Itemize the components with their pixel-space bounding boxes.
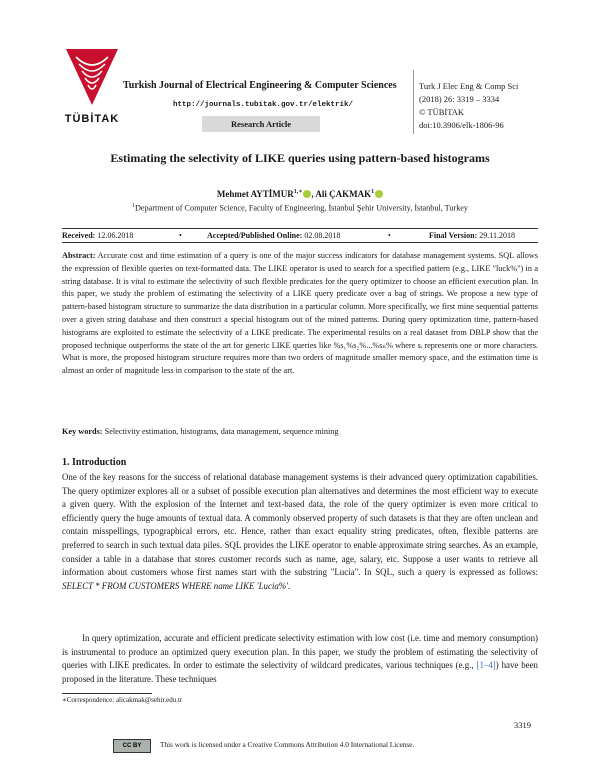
tubitak-emblem-icon (62, 43, 122, 111)
paragraph-text: ) have been proposed in the literature. These techniques (62, 660, 538, 684)
correspondence-email[interactable]: alicakmak@sehir.edu.tr (115, 696, 183, 704)
journal-url[interactable]: http://journals.tubitak.gov.tr/elektrik/ (173, 101, 354, 109)
dates-bottom-rule (62, 242, 538, 243)
paragraph (62, 471, 538, 593)
orcid-icon[interactable] (375, 190, 383, 198)
doi-link[interactable]: doi:10.3906/elk-1806-96 (419, 120, 504, 130)
abstract-text: Accurate cost and time estimation of a query is one of the major success indicators for database management systems. SQL allows the expression of flexible queries on text-formatted data. The LIKE operator is used to search for a specified pattern (e.g., LIKE "luck%") in a string database. It is vital to estimate the selectivity of such flexible predicates for the query optimizer to choose an efficient execution plan. In this paper, we study the problem of estimating the selectivity of a LIKE query predicate over a bag of strings. We propose a new type of pattern-based histogram structure to summarize the data distribution in a particular column. More specifically, we first mine sequential patterns over a given string database and then construct a special histogram out of the mined patterns. During query optimization time, pattern-based histograms are exploited to estimate the selectivity of a LIKE predicate. The experimental results on a real dataset from DBLP show that the proposed technique outperforms the state of the art for generic LIKE queries like %s₁%s₂%...%sₙ% where sᵢ represents one or more characters. What is more, the proposed histogram structure requires more than two orders of magnitude smaller memory space, and the estimation time is almost an order of magnitude less in comparison to the state of the art. (62, 251, 539, 376)
keywords (62, 427, 538, 436)
tubitak-logo (62, 43, 122, 125)
received-date: Received: 12.06.2018 (62, 231, 134, 240)
author-separator: , (311, 189, 314, 199)
accepted-date: Accepted/Published Online: 02.08.2018 (207, 231, 341, 240)
paragraph (62, 632, 538, 686)
keywords-text: Selectivity estimation, histograms, data management, sequence mining (104, 427, 339, 436)
affiliation-sup: 1 (131, 203, 135, 209)
author-sup: 1,∗ (293, 189, 303, 195)
affiliation (0, 203, 600, 213)
paper-title: Estimating the selectivity of LIKE queries using pattern-based histograms (110, 151, 490, 165)
footnote (62, 696, 182, 704)
page-number: 3319 (514, 720, 531, 730)
dates-row (62, 228, 538, 242)
paragraph-text: In query optimization, accurate and efficient predicate selectivity estimation with low cost (i.e. time and memory consumption) is instrumental to produce an optimized query execution plan. In this paper, we study the problem of estimating the selectivity of queries with LIKE predicates. In order to estimate the selectivity of wildcard predicates, various techniques (e.g., (62, 633, 538, 671)
citation-link[interactable]: [1–4] (476, 660, 496, 671)
meta-line: (2018) 26: 3319 – 3334 (419, 94, 500, 104)
author-sup: 1 (371, 189, 375, 195)
abstract-label: Abstract: (62, 251, 96, 260)
keywords-label: Key words: (62, 427, 103, 436)
meta-line: © TÜBİTAK (419, 107, 465, 117)
author-name: Ali ÇAKMAK (315, 189, 372, 199)
final-version-date: Final Version: 29.11.2018 (429, 231, 515, 240)
logo-text: TÜBİTAK (64, 113, 120, 125)
footnote-marker: ∗ (62, 696, 67, 704)
cc-license-icon[interactable]: CC BY (113, 739, 151, 753)
sql-query: SELECT * FROM CUSTOMERS WHERE name LIKE 'Lucia%'. (62, 580, 291, 591)
header-divider (413, 70, 414, 134)
abstract (62, 250, 538, 378)
article-type-badge: Research Article (202, 116, 320, 132)
bullet: • (388, 231, 391, 240)
footnote-rule (62, 693, 152, 694)
author-list (0, 188, 600, 199)
bullet: • (179, 231, 182, 240)
section-heading: 1. Introduction (62, 457, 127, 468)
footnote-label: Correspondence: (66, 696, 115, 704)
affiliation-text: Department of Computer Science, Faculty of Engineering, İstanbul Şehir University, İstanbul, Turkey (134, 203, 469, 213)
journal-name: Turkish Journal of Electrical Engineering & Computer Sciences (123, 80, 397, 91)
license-text: This work is licensed under a Creative Commons Attribution 4.0 International License. (160, 740, 415, 749)
journal-meta (419, 80, 518, 132)
paragraph-text: One of the key reasons for the success of relational database management systems is their advanced query optimization capabilities. The query optimizer explores all or a subset of possible execution plan alternatives and determines the most efficient way to execute a given query. With the explosion of the Internet and text-based data, the role of the query optimizer is even more critical to efficiently query the huge amounts of textual data. A commonly observed property of such datasets is that they are often unclean and contain misspellings, typographical errors, etc. Hence, rather than exact equality string predicates, often, flexible patterns are preferred to search in such textual data piles. SQL provides the LIKE operator to enable approximate string searches. As an example, consider a table in a database that stores customer records such as name, age, salary, etc. Suppose a user wants to retrieve all information about customers whose first names start with the substring "Lucia". In SQL, such a query is expressed as follows: (62, 472, 538, 578)
author-name: Mehmet AYTİMUR (216, 189, 294, 199)
meta-line: Turk J Elec Eng & Comp Sci (419, 81, 519, 91)
